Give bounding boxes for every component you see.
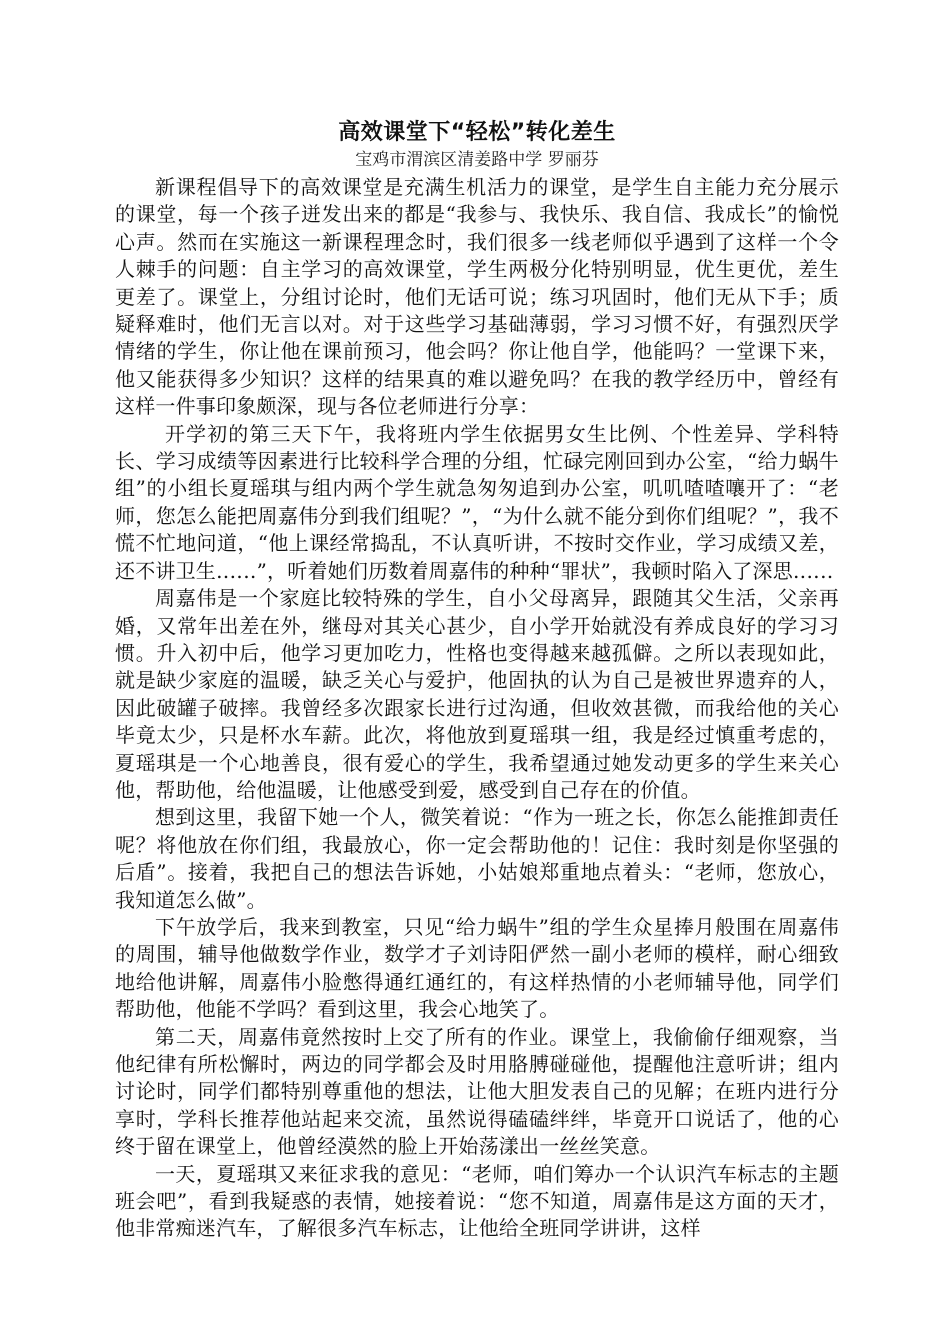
paragraph-4: 想到这里，我留下她一个人，微笑着说：“作为一班之长，你怎么能推卸责任呢？将他放在你们组，我最放心，你一定会帮助他的！记住：我时刻是你坚强的后盾”。接着，我把自己的想法告诉她，小姑娘郑重地点着头：“老师，您放心，我知道怎么做”。 <box>115 805 839 912</box>
paragraph-2: 开学初的第三天下午，我将班内学生依据男女生比例、个性差异、学科特长、学习成绩等因素进行比较科学合理的分组，忙碌完刚回到办公室，“给力蜗牛组”的小组长夏瑶琪与组内两个学生就急匆匆追到办公室，叽叽喳喳嚷开了：“老师，您怎么能把周嘉伟分到我们组呢？”，“为什么就不能分到你们组呢？”，我不慌不忙地问道，“他上课经常捣乱，不认真听讲，不按时交作业，学习成绩又差，还不讲卫生‥‥‥”，听着她们历数着周嘉伟的种种“罪状”，我顿时陷入了深思‥‥‥ <box>115 421 839 583</box>
paragraph-3: 周嘉伟是一个家庭比较特殊的学生，自小父母离异，跟随其父生活，父亲再婚，又常年出差在外，继母对其关心甚少，自小学开始就没有养成良好的学习习惯。升入初中后，他学习更加吃力，性格也变得越来越孤僻。之所以表现如此，就是缺少家庭的温暖，缺乏关心与爱护，他固执的认为自己是被世界遗弃的人，因此破罐子破摔。我曾经多次跟家长进行过沟通，但收效甚微，而我给他的关心毕竟太少，只是杯水车薪。此次，将他放到夏瑶琪一组，我是经过慎重考虑的，夏瑶琪是一个心地善良，很有爱心的学生，我希望通过她发动更多的学生来关心他，帮助他，给他温暖，让他感受到爱，感受到自己存在的价值。 <box>115 586 839 802</box>
document-page <box>115 118 839 1243</box>
paragraph-7: 一天，夏瑶琪又来征求我的意见：“老师，咱们筹办一个认识汽车标志的主题班会吧”，看到我疑惑的表情，她接着说：“您不知道，周嘉伟是这方面的天才，他非常痴迷汽车，了解很多汽车标志，让他给全班同学讲讲，这样 <box>115 1161 839 1241</box>
paragraph-5: 下午放学后，我来到教室，只见“给力蜗牛”组的学生众星捧月般围在周嘉伟的周围，辅导他做数学作业，数学才子刘诗阳俨然一副小老师的模样，耐心细致地给他讲解，周嘉伟小脸憋得通红通红的，有这样热情的小老师辅导他，同学们帮助他，他能不学吗？看到这里，我会心地笑了。 <box>115 914 839 1022</box>
paragraph-6: 第二天，周嘉伟竟然按时上交了所有的作业。课堂上，我偷偷仔细观察，当他纪律有所松懈时，两边的同学都会及时用胳膊碰碰他，提醒他注意听讲；组内讨论时，同学们都特别尊重他的想法，让他大胆发表自己的见解；在班内进行分享时，学科长推荐他站起来交流，虽然说得磕磕绊绊，毕竟开口说话了，他的心终于留在课堂上，他曾经漠然的脸上开始荡漾出一丝丝笑意。 <box>115 1024 839 1159</box>
paragraph-1: 新课程倡导下的高效课堂是充满生机活力的课堂，是学生自主能力充分展示的课堂，每一个孩子迸发出来的都是“我参与、我快乐、我自信、我成长”的愉悦心声。然而在实施这一新课程理念时，我们很多一线老师似乎遇到了这样一个令人棘手的问题：自主学习的高效课堂，学生两极分化特别明显，优生更优，差生更差了。课堂上，分组讨论时，他们无话可说；练习巩固时，他们无从下手；质疑释难时，他们无言以对。对于这些学习基础薄弱，学习习惯不好，有强烈厌学情绪的学生，你让他在课前预习，他会吗？你让他自学，他能吗？一堂课下来，他又能获得多少知识？这样的结果真的难以避免吗？在我的教学经历中，曾经有这样一件事印象颇深，现与各位老师进行分享： <box>115 175 839 419</box>
document-title: 高效课堂下“轻松”转化差生 <box>338 120 616 145</box>
document-author: 宝鸡市渭滨区清姜路中学 罗丽芬 <box>355 150 599 170</box>
